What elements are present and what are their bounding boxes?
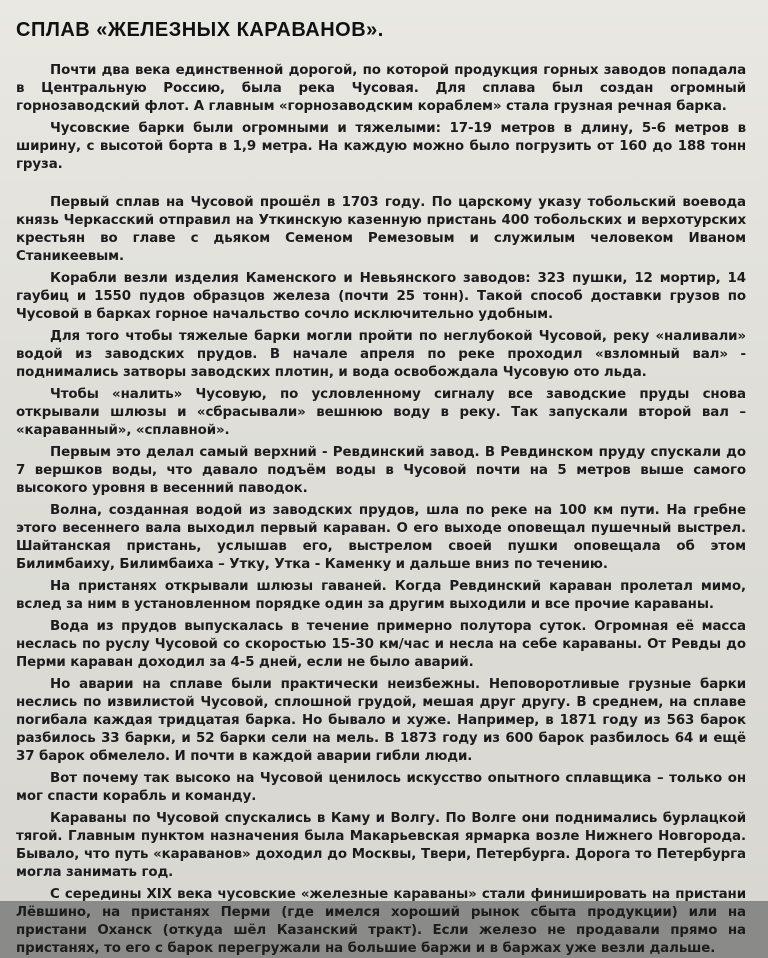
- page-title: СПЛАВ «ЖЕЛЕЗНЫХ КАРАВАНОВ».: [16, 19, 384, 41]
- section-gap: [16, 178, 746, 194]
- paragraph: Вот почему так высоко на Чусовой ценилось искусство опытного сплавщика – только он мог спасти корабль и команду.: [16, 771, 746, 804]
- paragraph: На пристанях открывали шлюзы гаваней. Когда Ревдинский караван пролетал мимо, вслед за ним в установленном порядке один за другим выходили и все прочие караваны.: [16, 579, 746, 612]
- paragraph: Караваны по Чусовой спускались в Каму и Волгу. По Волге они поднимались бурлацкой тягой. Главным пунктом назначения была Макарьевская ярмарка возле Нижнего Новгорода. Бывало, что путь «караванов» доходил до Москвы, Твери, Петербурга. Дорога то Петербурга могла занимать год.: [16, 811, 746, 880]
- paragraph: С середины XIX века чусовские «железные караваны» стали финишировать на пристани Лёвшино, на пристанях Перми (где имелся хороший рынок сбыта продукции) или на пристани Оханск (откуда шёл Казанский тракт). Если железо не продавали прямо на пристанях, то его с барок перегружали на большие баржи и в баржах уже везли дальше.: [16, 887, 746, 956]
- paragraph: Чусовские барки были огромными и тяжелыми: 17-19 метров в длину, 5-6 метров в ширину, с высотой борта в 1,9 метра. На каждую можно было погрузить от 160 до 188 тонн груза.: [16, 121, 746, 172]
- paragraph: Для того чтобы тяжелые барки могли пройти по неглубокой Чусовой, реку «наливали» водой из заводских прудов. В начале апреля по реке проходил «взломный вал» - поднимались затворы заводских плотин, и вода освобождала Чусовую ото льда.: [16, 329, 746, 380]
- paragraph: Корабли везли изделия Каменского и Невьянского заводов: 323 пушки, 12 мортир, 14 гаубиц и 1550 пудов образцов железа (почти 25 тонн). Такой способ доставки грузов по Чусовой в барках горное начальство сочло исключительно удобным.: [16, 271, 746, 322]
- paragraph: Первый сплав на Чусовой прошёл в 1703 году. По царскому указу тобольский воевода князь Черкасский отправил на Уткинскую казенную пристань 400 тобольских и верхотурских крестьян во главе с дьяком Семеном Ремезовым и служилым человеком Иваном Станикеевым.: [16, 195, 746, 264]
- paragraph: Первым это делал самый верхний - Ревдинский завод. В Ревдинском пруду спускали до 7 вершков воды, что давало подъём воды в Чусовой почти на 5 метров выше самого высокого уровня в весенний паводок.: [16, 445, 746, 496]
- paragraph: Почти два века единственной дорогой, по которой продукция горных заводов попадала в Центральную Россию, была река Чусовая. Для сплава был создан огромный горнозаводский флот. А главным «горнозаводским кораблем» стала грузная речная барка.: [16, 63, 746, 114]
- paragraph: Вода из прудов выпускалась в течение примерно полутора суток. Огромная её масса неслась по руслу Чусовой со скоростью 15-30 км/час и несла на себе караваны. От Ревды до Перми караван доходил за 4-5 дней, если не было аварий.: [16, 619, 746, 670]
- paragraph: Волна, созданная водой из заводских прудов, шла по реке на 100 км пути. На гребне этого весеннего вала выходил первый караван. О его выходе оповещал пушечный выстрел. Шайтанская пристань, услышав его, выстрелом своей пушки оповещала об этом Билимбаиху, Билимбаиха – Утку, Утка - Каменку и дальше вниз по течению.: [16, 503, 746, 572]
- paragraph: Но аварии на сплаве были практически неизбежны. Неповоротливые грузные барки неслись по извилистой Чусовой, сплошной грудой, мешая друг другу. В среднем, на сплаве погибала каждая тридцатая барка. Но бывало и хуже. Например, в 1871 году из 563 барок разбилось 33 барки, и 52 барки сели на мель. В 1873 году из 600 барок разбилось 64 и ещё 37 барок обмелело. И почти в каждой аварии гибли люди.: [16, 677, 746, 764]
- paragraph: Чтобы «налить» Чусовую, по условленному сигналу все заводские пруды снова открывали шлюзы и «сбрасывали» вешнюю воду в реку. Так запускали второй вал – «караванный», «сплавной».: [16, 387, 746, 438]
